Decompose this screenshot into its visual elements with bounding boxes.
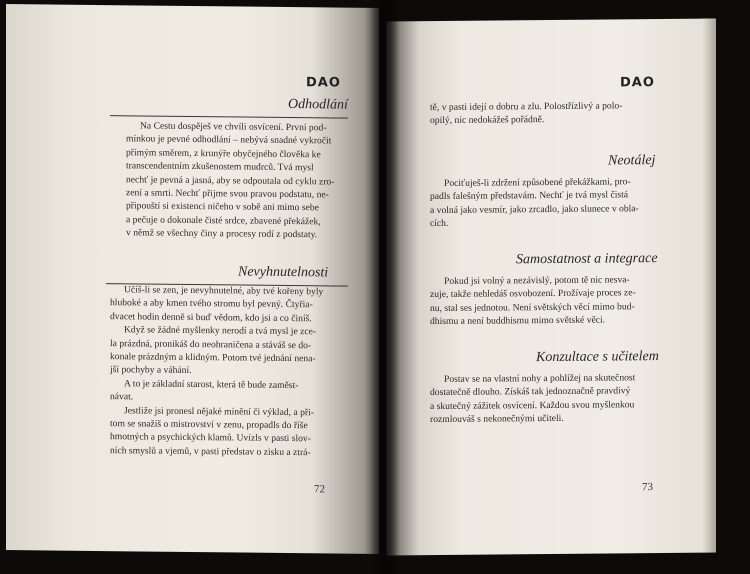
text-line: zení a smrti. Nechť přijme svou pravou podstatu, ne- (126, 187, 329, 201)
text-line: nu, stal ses jednotou. Není světských věcí mimo bud- (430, 301, 635, 314)
text-line: transcendentním zkušenostem mudrců. Tvá mysl (126, 160, 314, 174)
paragraph-konzultace (430, 371, 656, 427)
text-line: A to je základní starost, která tě bude zaměst- (124, 378, 299, 391)
dao-logo: DAO (306, 75, 341, 91)
dao-logo: DAO (620, 75, 655, 91)
section-heading-nevyhnutelnosti: Nevyhnutelnosti (238, 264, 329, 281)
text-line: jší pochyby a váhání. (110, 364, 192, 377)
paragraph-neotalej (430, 175, 656, 231)
text-line: konale prázdným a klidným. Potom tvé jednání nena- (110, 351, 316, 365)
text-line: Postav se na vlastní nohy a pohlížej na skutečnost (444, 372, 636, 385)
text-line: nechť je pevná a jasná, aby se odpoutala od cyklu zro- (126, 173, 335, 188)
text-line: přímým směrem, z krunýře obyčejného člověka ke (126, 147, 321, 161)
text-line: la prázdná, pronikáš do neohraničena a stáváš se do- (110, 337, 312, 351)
text-line: Na Cestu dospěješ ve chvíli osvícení. První pod- (140, 120, 327, 134)
text-line: ních smyslů a vjemů, v pasti představ o zisku a ztrá- (110, 445, 311, 459)
text-line: hmotných a psychických klamů. Uvízls v pasti slov- (110, 431, 311, 445)
paragraph-samostatnost (430, 273, 656, 329)
text-line: dostatečně dlouho. Získáš tak jednoznačně pravdivý (430, 385, 631, 399)
left-page (6, 4, 379, 554)
text-line: Učíš-li se zen, je nevyhnutelné, aby tvé kořeny byly (124, 284, 324, 298)
section-heading-konzultace: Konzultace s učitelem (536, 349, 659, 366)
text-line: Pokud jsi volný a nezávislý, potom tě nic nesva- (444, 274, 630, 287)
text-line: připouští si existenci ničeho v sobě ani mimo sebe (126, 200, 319, 214)
book-gutter (370, 0, 400, 574)
text-line: dvacet hodin denně si buď vědom, kdo jsi a co činíš. (110, 310, 312, 325)
right-page (386, 19, 716, 556)
heading-rule (110, 115, 348, 118)
section-heading-samostatnost: Samostatnost a integrace (516, 251, 658, 268)
text-line: Jestliže jsi pronesl nějaké mínění či výklad, a při- (124, 404, 314, 418)
text-line: cích. (430, 218, 449, 230)
text-line: padls falešným představám. Nechť je tvá mysl čistá (430, 189, 629, 203)
text-line: a skutečný zážitek osvícení. Každou svou myšlenkou (430, 399, 635, 412)
section-heading-neotalej: Neotálej (608, 153, 656, 169)
page-edge (702, 19, 716, 553)
paragraph-continuation (430, 99, 650, 128)
text-line: zuje, takže nehledáš osvobození. Prožívaje proces ze- (430, 287, 636, 301)
text-line: v němž se všechny činy a procesy rodí z podstaty. (126, 227, 318, 241)
text-line: Když se žádné myšlenky nerodí a tvá mysl je zce- (124, 324, 317, 338)
text-line: dhismu a není buddhismu mimo světské věci. (430, 314, 606, 328)
text-line: tě, v pasti idejí o dobru a zlu. Polostřízlivý a polo- (430, 100, 623, 114)
paragraph-nevyhnutelnosti (110, 283, 346, 460)
page-number: 73 (642, 481, 653, 494)
text-line: hluboké a aby kmen tvého stromu byl pevný. Čtyřia- (110, 297, 313, 311)
text-line: návat. (110, 391, 134, 403)
text-line: mínkou je pevné odhodlání – nebývá snadné vykročit (126, 133, 332, 147)
paragraph-odhodlani (126, 119, 348, 242)
text-line: a pečuje o dokonale čisté srdce, zbavené překážek, (126, 214, 321, 228)
text-line: opilý, nic nedokážeš pořádně. (430, 114, 545, 127)
text-line: a volná jako vesmír, jako zrcadlo, jako slunece v obla- (430, 203, 639, 216)
text-line: rozmlouváš s nekonečnými učiteli. (430, 413, 564, 426)
page-number: 72 (314, 483, 325, 496)
section-heading-odhodlani: Odhodlání (288, 97, 348, 113)
text-line: Pociťuješ-li zdržení způsobené překážkami, pro- (444, 176, 631, 189)
text-line: tom se snažíš o mistrovství v zenu, propadls do říše (110, 418, 308, 432)
